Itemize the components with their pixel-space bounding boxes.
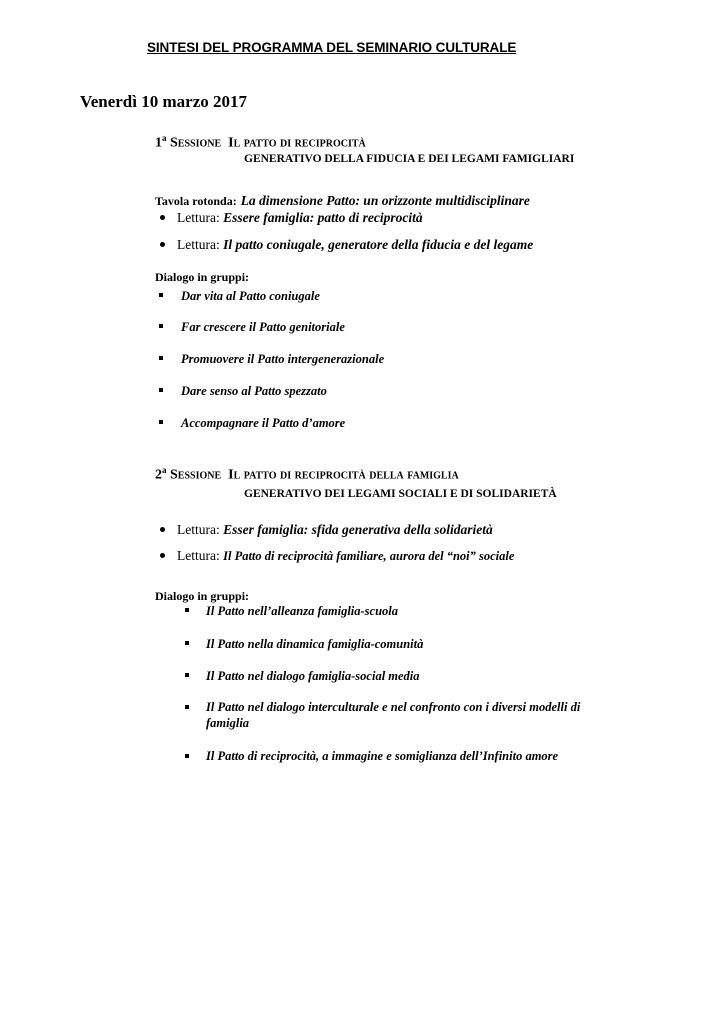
list-item — [185, 667, 420, 685]
reading-title: Esser famiglia: sfida generativa della solidarietà — [223, 522, 493, 537]
session-2-title: Il patto di reciprocità della famiglia — [228, 467, 459, 483]
square-bullet-icon — [159, 293, 163, 297]
session-1-groups-label: Dialogo in gruppi: — [155, 270, 250, 284]
group-item-label: Il Patto nel dialogo interculturale e nel confronto con i diversi modelli di famiglia — [206, 700, 581, 730]
list-item — [159, 318, 345, 336]
reading-prefix: Lettura: — [177, 548, 220, 563]
session-1-number: 1 — [155, 135, 162, 151]
group-item-label: Dar vita al Patto coniugale — [181, 289, 320, 303]
session-1-label: Sessione — [170, 135, 222, 151]
session-2-reading-1 — [160, 522, 493, 538]
group-item-label: Il Patto nell’alleanza famiglia-scuola — [206, 604, 399, 618]
session-2-number: 2 — [155, 467, 162, 483]
reading-prefix: Lettura: — [177, 522, 220, 537]
session-2-groups-label: Dialogo in gruppi: — [155, 589, 250, 603]
round-table — [155, 192, 530, 210]
session-2-heading — [155, 465, 459, 484]
square-bullet-icon — [159, 356, 163, 360]
reading-title: Il Patto di reciprocità familiare, aurora del “noi” sociale — [223, 549, 515, 563]
round-table-label: Tavola rotonda: — [155, 194, 237, 208]
round-table-title: La dimensione Patto: un orizzonte multidisciplinare — [240, 193, 530, 208]
session-1-subtitle: GENERATIVO DELLA FIDUCIA E DEI LEGAMI FAMIGLIARI — [244, 153, 575, 165]
square-bullet-icon — [185, 754, 189, 758]
list-item — [185, 602, 398, 620]
reading-prefix: Lettura: — [177, 237, 220, 252]
session-1-reading-1 — [160, 210, 423, 226]
list-item — [185, 748, 596, 764]
reading-title: Il patto coniugale, generatore della fiducia e del legame — [223, 237, 534, 252]
session-2-reading-2 — [160, 548, 514, 564]
bullet-icon — [160, 553, 165, 558]
list-item — [185, 699, 596, 731]
list-item — [159, 382, 327, 400]
group-item-label: Il Patto nel dialogo famiglia-social media — [206, 669, 420, 683]
bullet-icon — [160, 215, 165, 220]
square-bullet-icon — [159, 420, 163, 424]
session-1-heading — [155, 133, 366, 152]
square-bullet-icon — [159, 388, 163, 392]
list-item — [159, 414, 345, 432]
list-item — [159, 287, 320, 305]
group-item-label: Far crescere il Patto genitoriale — [181, 320, 345, 334]
session-1-reading-2 — [160, 237, 533, 253]
session-1-sup: a — [162, 133, 167, 143]
document-title: SINTESI DEL PROGRAMMA DEL SEMINARIO CULTURALE — [147, 40, 517, 55]
square-bullet-icon — [159, 324, 163, 328]
group-item-label: Il Patto di reciprocità, a immagine e somiglianza dell’Infinito amore — [206, 749, 559, 763]
list-item — [159, 350, 384, 368]
square-bullet-icon — [185, 705, 189, 709]
square-bullet-icon — [185, 608, 189, 612]
event-date: Venerdì 10 marzo 2017 — [80, 92, 247, 111]
session-1-title: Il patto di reciprocità — [228, 135, 366, 151]
session-2-label: Sessione — [170, 467, 222, 483]
square-bullet-icon — [185, 641, 189, 645]
group-item-label: Il Patto nella dinamica famiglia-comunità — [206, 637, 424, 651]
square-bullet-icon — [185, 673, 189, 677]
bullet-icon — [160, 527, 165, 532]
group-item-label: Promuovere il Patto intergenerazionale — [181, 352, 385, 366]
bullet-icon — [160, 242, 165, 247]
group-item-label: Dare senso al Patto spezzato — [181, 384, 327, 398]
group-item-label: Accompagnare il Patto d’amore — [181, 416, 346, 430]
session-2-subtitle: GENERATIVO DEI LEGAMI SOCIALI E DI SOLIDARIETÀ — [244, 488, 557, 500]
list-item — [185, 635, 423, 653]
session-2-sup: a — [162, 465, 167, 475]
reading-prefix: Lettura: — [177, 210, 220, 225]
reading-title: Essere famiglia: patto di reciprocità — [223, 210, 423, 225]
